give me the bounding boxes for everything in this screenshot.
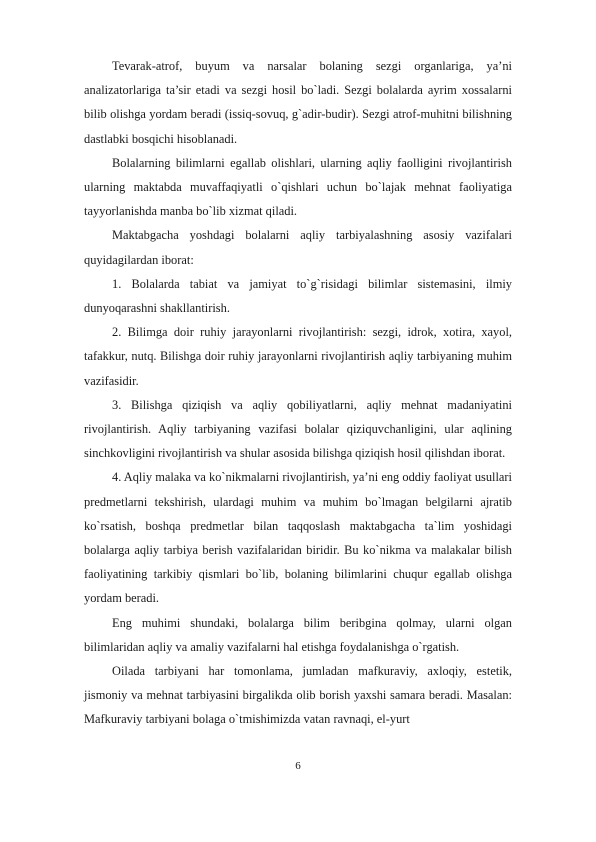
paragraph-2: Bolalarning bilimlarni egallab olishlari, ularning aqliy faolligini rivojlantirish ularning maktabda muvaffaqiyatli o`qishlari uchun bo`lajak mehnat faoliyatiga tayyorlanishda manba bo`lib xizmat qiladi. — [84, 155, 512, 219]
list-item-4: 4. Aqliy malaka va ko`nikmalarni rivojlantirish, ya’ni eng oddiy faoliyat usullari predmetlarni tekshirish, ulardagi muhim va muhim bo`lmagan belgilarni ajratib ko`rsatish, boshqa predmetlar bilan taqqoslash maktabgacha ta`lim yoshidagi bolalarga aqliy tarbiya berish vazifalaridan biridir. Bu ko`nikma va malakalar bilish faoliyatining tarkibiy qismlari bo`lib, bolaning bilimlarini chuqur egallab olishga yordam beradi. — [84, 470, 512, 606]
watermark-right: ​ — [451, 99, 489, 165]
paragraph-5: Oilada tarbiyani har tomonlama, jumladan mafkuraviy, axloqiy, estetik, jismoniy va mehnat tarbiyasini birgalikda olib borish yaxshi samara beradi. Masalan: Mafkuraviy tarbiyani bolaga o`tmishimizda vatan ravnaqi, el-yurt — [84, 664, 512, 727]
list-item-3: 3. Bilishga qiziqish va aqliy qobiliyatlarni, aqliy mehnat madaniyatini rivojlantirish. Aqliy tarbiyaning vazifasi bolalar qiziquvchanligini, ular aqlining sinchkovligini rivojlantirish va shular asosida bilishga qiziqish hosil qilishdan iborat. — [84, 397, 512, 461]
paragraph-4: Eng muhimi shundaki, bolalarga bilim beribgina qolmay, ularni olgan bilimlaridan aqliy va amaliy vazifalarni hal etishga foydalanishga o`rgatish. — [84, 615, 512, 654]
paragraph-1: Tevarak-atrof, buyum va narsalar bolaning sezgi organlariga, ya’ni analizatorlariga ta’sir etadi va sezgi hosil bo`ladi. Sezgi bolalarda ayrim xossalarni bilib olishga yordam beradi (issiq-sovuq, g`adir-budir). Sezgi atrof-muhitni bilishning dastlabki bosqichi hisoblanadi. — [84, 59, 512, 146]
list-item-1: 1. Bolalarda tabiat va jamiyat to`g`risidagi bilimlar sistemasini, ilmiy dunyoqarashni shakllantirish. — [84, 276, 512, 316]
watermark-left: ​ — [76, 99, 114, 165]
body-text — [84, 54, 512, 732]
list-item-2: 2. Bilimga doir ruhiy jarayonlarni rivojlantirish: sezgi, idrok, xotira, xayol, tafakkur, nutq. Bilishga doir ruhiy jarayonlarni rivojlantirish aqliy tarbiyaning muhim vazifasidir. — [84, 325, 512, 388]
page-number: 6 — [295, 760, 301, 772]
paragraph-3: Maktabgacha yoshdagi bolalarni aqliy tarbiyalashning asosiy vazifalari quyidagilardan iborat: — [84, 228, 512, 267]
